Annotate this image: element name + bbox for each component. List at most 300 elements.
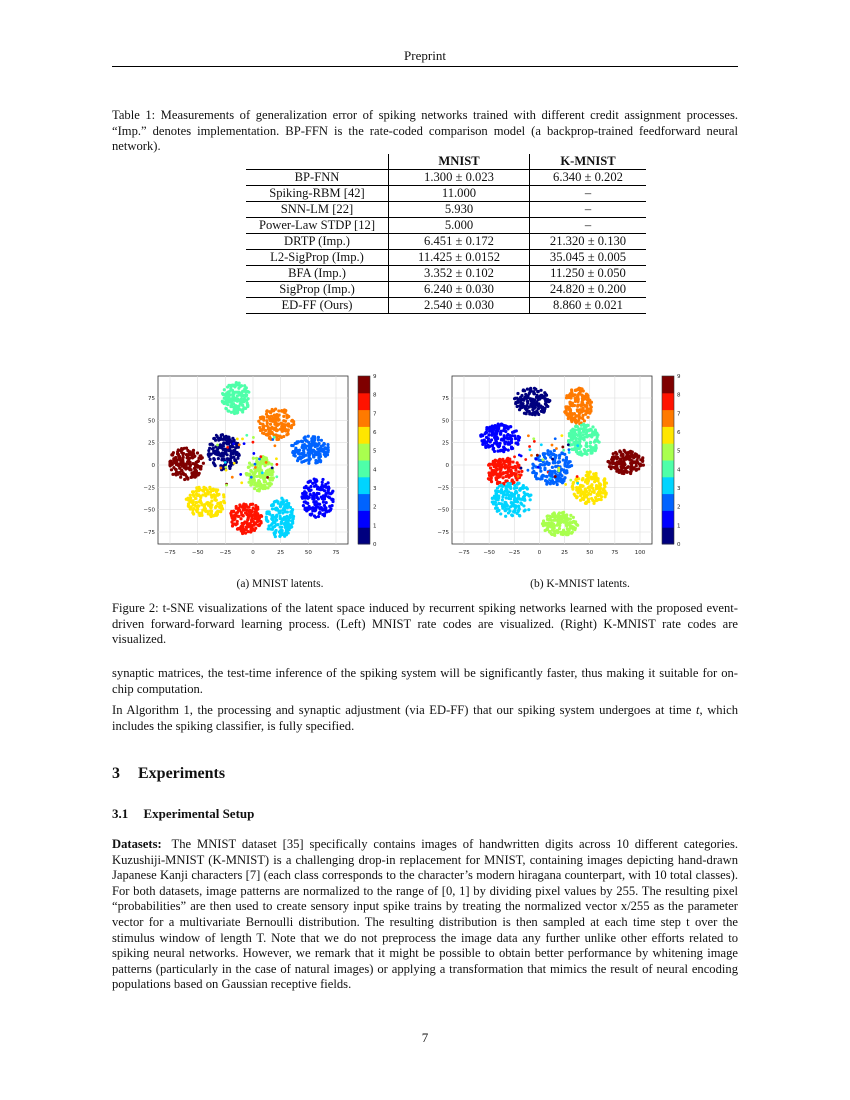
figure-left-caption: (a) MNIST latents. <box>236 578 324 590</box>
scatter-point <box>567 415 570 418</box>
scatter-point <box>506 457 509 460</box>
scatter-point <box>185 447 188 450</box>
scatter-point <box>233 522 236 525</box>
x-tick-label: −25 <box>219 550 232 556</box>
scatter-point <box>229 454 232 457</box>
scatter-point <box>510 440 513 443</box>
scatter-point <box>236 437 239 440</box>
mnist-cell: 11.425 ± 0.0152 <box>389 250 530 266</box>
scatter-point <box>292 420 295 423</box>
scatter-point <box>309 448 312 451</box>
mnist-cell: 6.240 ± 0.030 <box>389 282 530 298</box>
scatter-point <box>623 449 626 452</box>
scatter-point <box>514 437 517 440</box>
scatter-point <box>189 476 192 479</box>
scatter-point <box>327 481 330 484</box>
scatter-point <box>250 517 253 520</box>
scatter-point <box>241 532 244 535</box>
scatter-point <box>487 427 490 430</box>
scatter-point <box>267 527 270 530</box>
scatter-point <box>623 462 626 465</box>
scatter-point <box>558 524 561 527</box>
scatter-point <box>270 523 273 526</box>
scatter-point <box>542 519 545 522</box>
scatter-point <box>218 452 221 455</box>
scatter-point <box>568 448 571 451</box>
colorbar-segment <box>662 393 674 410</box>
scatter-point <box>620 461 623 464</box>
scatter-point <box>561 452 564 455</box>
colorbar-tick-label: 3 <box>373 486 377 492</box>
scatter-point <box>180 468 183 471</box>
scatter-point <box>225 469 228 472</box>
scatter-point <box>216 444 219 447</box>
scatter-point <box>499 468 502 471</box>
scatter-point <box>551 521 554 524</box>
scatter-point <box>634 453 637 456</box>
scatter-point <box>593 440 596 443</box>
scatter-point <box>304 454 307 457</box>
scatter-point <box>636 458 639 461</box>
scatter-point <box>234 514 237 517</box>
colorbar-tick-label: 1 <box>677 523 681 530</box>
scatter-point <box>614 462 617 465</box>
scatter-point <box>584 432 587 435</box>
scatter-point <box>280 409 283 412</box>
scatter-point <box>496 429 499 432</box>
scatter-point <box>306 502 309 505</box>
scatter-point <box>323 453 326 456</box>
scatter-point <box>579 434 582 437</box>
scatter-point <box>499 430 502 433</box>
scatter-point <box>224 466 227 469</box>
colorbar-segment <box>358 393 370 410</box>
x-tick-label: −75 <box>458 550 470 556</box>
scatter-point <box>565 407 568 410</box>
scatter-point <box>560 434 563 437</box>
scatter-point <box>583 452 586 455</box>
scatter-point <box>283 523 286 526</box>
scatter-point <box>193 455 196 458</box>
scatter-point <box>549 477 552 480</box>
scatter-point <box>591 448 594 451</box>
method-cell: DRTP (Imp.) <box>284 234 350 248</box>
scatter-point <box>255 510 258 513</box>
scatter-point <box>191 511 194 514</box>
scatter-point <box>208 447 211 450</box>
scatter-point <box>503 509 506 512</box>
scatter-point <box>316 461 319 464</box>
scatter-point <box>581 477 584 480</box>
scatter-point <box>252 441 255 444</box>
scatter-point <box>513 496 516 499</box>
scatter-point <box>544 397 547 400</box>
table-row <box>246 202 646 218</box>
colorbar-segment <box>662 460 674 477</box>
scatter-point <box>285 433 288 436</box>
scatter-point <box>245 393 248 396</box>
scatter-point <box>501 476 504 479</box>
scatter-point <box>247 481 250 484</box>
scatter-point <box>501 472 504 475</box>
scatter-point <box>523 396 526 399</box>
scatter-point <box>556 518 559 521</box>
scatter-point <box>245 434 248 437</box>
scatter-point <box>261 424 264 427</box>
scatter-point <box>500 491 503 494</box>
scatter-point <box>577 428 580 431</box>
scatter-point <box>595 486 598 489</box>
kmnist-cell: 8.860 ± 0.021 <box>530 298 647 314</box>
scatter-point <box>517 464 520 467</box>
scatter-point <box>172 451 175 454</box>
scatter-point <box>191 501 194 504</box>
scatter-point <box>491 444 494 447</box>
scatter-point <box>536 397 539 400</box>
scatter-point <box>491 463 494 466</box>
scatter-point <box>513 487 516 490</box>
scatter-point <box>552 512 555 515</box>
scatter-point <box>261 431 264 434</box>
scatter-point <box>318 511 321 514</box>
scatter-point <box>576 393 579 396</box>
scatter-point <box>531 471 534 474</box>
scatter-point <box>487 433 490 436</box>
scatter-point <box>575 424 578 427</box>
scatter-point <box>215 499 218 502</box>
scatter-point <box>280 531 283 534</box>
scatter-point <box>309 493 312 496</box>
scatter-point <box>565 514 568 517</box>
scatter-point <box>254 527 257 530</box>
scatter-point <box>554 437 557 440</box>
scatter-point <box>265 510 268 513</box>
scatter-point <box>305 494 308 497</box>
colorbar-segment <box>662 443 674 460</box>
scatter-point <box>320 445 323 448</box>
y-tick-label: 25 <box>442 440 449 447</box>
header-rule <box>112 66 738 67</box>
scatter-point <box>212 488 215 491</box>
scatter-point <box>285 499 288 502</box>
scatter-point <box>183 466 186 469</box>
scatter-point <box>559 531 562 534</box>
scatter-point <box>240 513 243 516</box>
scatter-point <box>496 437 499 440</box>
scatter-point <box>224 435 227 438</box>
scatter-point <box>530 454 533 457</box>
scatter-point <box>286 506 289 509</box>
scatter-point <box>175 468 178 471</box>
table-row <box>246 282 646 298</box>
kmnist-cell: – <box>530 186 647 202</box>
scatter-point <box>594 478 597 481</box>
scatter-point <box>497 494 500 497</box>
scatter-point <box>537 407 540 410</box>
scatter-point <box>267 427 270 430</box>
scatter-point <box>495 441 498 444</box>
scatter-point <box>580 400 583 403</box>
scatter-point <box>319 506 322 509</box>
scatter-point <box>517 475 520 478</box>
scatter-point <box>317 443 320 446</box>
scatter-point <box>225 441 228 444</box>
scatter-point <box>232 518 235 521</box>
scatter-point <box>197 460 200 463</box>
y-tick-label: 0 <box>151 463 155 469</box>
scatter-point <box>601 491 604 494</box>
scatter-point <box>573 443 576 446</box>
scatter-point <box>198 499 201 502</box>
scatter-point <box>505 425 508 428</box>
scatter-point <box>248 509 251 512</box>
scatter-point <box>244 531 247 534</box>
colorbar-tick-label: 8 <box>373 392 377 399</box>
scatter-point <box>507 441 510 444</box>
scatter-point <box>297 450 300 453</box>
scatter-point <box>223 388 226 391</box>
scatter-point <box>573 437 576 440</box>
scatter-point <box>325 501 328 504</box>
scatter-point <box>560 516 563 519</box>
scatter-point <box>518 514 521 517</box>
scatter-point <box>197 512 200 515</box>
scatter-point <box>246 525 249 528</box>
scatter-point <box>596 479 599 482</box>
scatter-point <box>242 406 245 409</box>
scatter-point <box>313 450 316 453</box>
scatter-point <box>194 462 197 465</box>
scatter-point <box>323 514 326 517</box>
scatter-point <box>237 452 240 455</box>
scatter-point <box>504 471 507 474</box>
scatter-point <box>244 390 247 393</box>
scatter-point <box>583 449 586 452</box>
method-cell: SNN-LM [22] <box>280 202 354 216</box>
scatter-point <box>274 422 277 425</box>
scatter-point <box>227 449 230 452</box>
scatter-point <box>191 490 194 493</box>
scatter-point <box>250 523 253 526</box>
scatter-point <box>213 458 216 461</box>
scatter-point <box>277 409 280 412</box>
scatter-point <box>195 508 198 511</box>
x-tick-label: 100 <box>634 550 646 556</box>
scatter-point <box>519 406 522 409</box>
scatter-point <box>590 484 593 487</box>
scatter-point <box>627 451 630 454</box>
scatter-point <box>229 462 232 465</box>
method-cell: ED-FF (Ours) <box>281 298 353 312</box>
scatter-point <box>565 470 568 473</box>
scatter-point <box>198 488 201 491</box>
scatter-point <box>194 497 197 500</box>
scatter-point <box>212 493 215 496</box>
scatter-point <box>291 522 294 525</box>
colorbar-segment <box>662 426 674 443</box>
table-row <box>246 298 646 314</box>
scatter-point <box>236 394 239 397</box>
scatter-point <box>614 451 617 454</box>
y-tick-label: −25 <box>437 485 449 492</box>
scatter-point <box>239 385 242 388</box>
scatter-point <box>479 435 482 438</box>
method-cell: SigProp (Imp.) <box>279 282 355 296</box>
scatter-point <box>637 467 640 470</box>
scatter-point <box>286 510 289 513</box>
colorbar-segment <box>662 527 674 544</box>
scatter-point <box>226 385 229 388</box>
scatter-point <box>229 445 232 448</box>
scatter-point <box>548 471 551 474</box>
scatter-point <box>505 496 508 499</box>
scatter-point <box>568 434 571 437</box>
mnist-tsne-plot <box>140 366 390 566</box>
y-tick-label: −25 <box>143 485 155 492</box>
scatter-point <box>323 504 326 507</box>
scatter-point <box>195 470 198 473</box>
scatter-point <box>514 506 517 509</box>
scatter-point <box>585 392 588 395</box>
scatter-point <box>309 513 312 516</box>
scatter-point <box>642 463 645 466</box>
scatter-point <box>571 482 574 485</box>
scatter-point <box>269 478 272 481</box>
scatter-point <box>191 508 194 511</box>
scatter-point <box>535 458 538 461</box>
scatter-point <box>197 457 200 460</box>
scatter-point <box>589 403 592 406</box>
scatter-point <box>219 503 222 506</box>
scatter-point <box>235 408 238 411</box>
scatter-point <box>490 438 493 441</box>
scatter-point <box>317 515 320 518</box>
scatter-point <box>526 388 529 391</box>
scatter-point <box>539 470 542 473</box>
scatter-point <box>243 442 246 445</box>
scatter-point <box>272 476 275 479</box>
scatter-point <box>562 514 565 517</box>
scatter-point <box>237 405 240 408</box>
subsection-heading <box>112 806 254 822</box>
scatter-point <box>535 472 538 475</box>
table-header-mnist: MNIST <box>389 154 530 170</box>
scatter-point <box>259 422 262 425</box>
scatter-point <box>266 520 269 523</box>
scatter-point <box>484 431 487 434</box>
scatter-point <box>502 462 505 465</box>
scatter-point <box>544 479 547 482</box>
scatter-point <box>536 454 539 457</box>
scatter-point <box>500 422 503 425</box>
scatter-point <box>494 459 497 462</box>
scatter-point <box>501 485 504 488</box>
x-tick-label: −50 <box>483 550 495 556</box>
scatter-point <box>561 446 564 449</box>
scatter-point <box>250 510 253 513</box>
scatter-point <box>221 451 224 454</box>
scatter-point <box>235 381 238 384</box>
scatter-point <box>172 457 175 460</box>
scatter-point <box>246 402 249 405</box>
scatter-point <box>528 392 531 395</box>
scatter-point <box>305 444 308 447</box>
results-table <box>246 154 646 314</box>
scatter-point <box>491 431 494 434</box>
method-cell: BP-FNN <box>294 170 340 184</box>
scatter-point <box>181 459 184 462</box>
scatter-point <box>498 442 501 445</box>
scatter-point <box>310 442 313 445</box>
colorbar-tick-label: 1 <box>373 523 377 530</box>
scatter-point <box>204 510 207 513</box>
scatter-point <box>487 445 490 448</box>
scatter-point <box>498 485 501 488</box>
table-caption: Table 1: Measurements of generalization error of spiking networks trained with different credit assignment processes. “Imp.” denotes implementation. BP-FFN is the rate-coded comparison model (a backprop-trained feedforward neural network). <box>112 108 738 154</box>
scatter-point <box>169 462 172 465</box>
scatter-point <box>618 450 621 453</box>
scatter-point <box>327 495 330 498</box>
colorbar-tick-label: 0 <box>373 542 377 548</box>
scatter-point <box>529 448 532 451</box>
scatter-point <box>230 411 233 414</box>
scatter-point <box>567 462 570 465</box>
scatter-point <box>323 489 326 492</box>
scatter-point <box>635 462 638 465</box>
scatter-point <box>616 456 619 459</box>
scatter-point <box>532 437 535 440</box>
scatter-point <box>586 416 589 419</box>
scatter-point <box>245 386 248 389</box>
scatter-point <box>590 429 593 432</box>
scatter-point <box>544 462 547 465</box>
scatter-point <box>568 451 571 454</box>
colorbar-segment <box>662 494 674 511</box>
scatter-point <box>222 401 225 404</box>
page-number: 7 <box>421 1030 429 1045</box>
scatter-point <box>574 415 577 418</box>
scatter-point <box>553 470 556 473</box>
colorbar-tick-label: 5 <box>373 448 377 455</box>
scatter-point <box>249 503 252 506</box>
scatter-point <box>259 455 262 458</box>
scatter-point <box>210 499 213 502</box>
scatter-point <box>233 412 236 415</box>
subsection-number: 3.1 <box>112 806 129 821</box>
scatter-point <box>252 472 255 475</box>
scatter-point <box>263 456 266 459</box>
scatter-point <box>321 484 324 487</box>
scatter-point <box>282 415 285 418</box>
scatter-point <box>302 446 305 449</box>
scatter-point <box>284 420 287 423</box>
scatter-point <box>504 487 507 490</box>
scatter-point <box>234 404 237 407</box>
scatter-point <box>329 507 332 510</box>
scatter-point <box>238 443 241 446</box>
scatter-point <box>318 454 321 457</box>
scatter-point <box>572 448 575 451</box>
section-number: 3 <box>112 765 120 782</box>
scatter-point <box>280 422 283 425</box>
datasets-label: Datasets: <box>112 837 162 851</box>
scatter-point <box>504 515 507 518</box>
scatter-point <box>586 411 589 414</box>
scatter-point <box>549 515 552 518</box>
scatter-point <box>514 500 517 503</box>
mnist-cell: 1.300 ± 0.023 <box>389 170 530 186</box>
scatter-point <box>568 394 571 397</box>
